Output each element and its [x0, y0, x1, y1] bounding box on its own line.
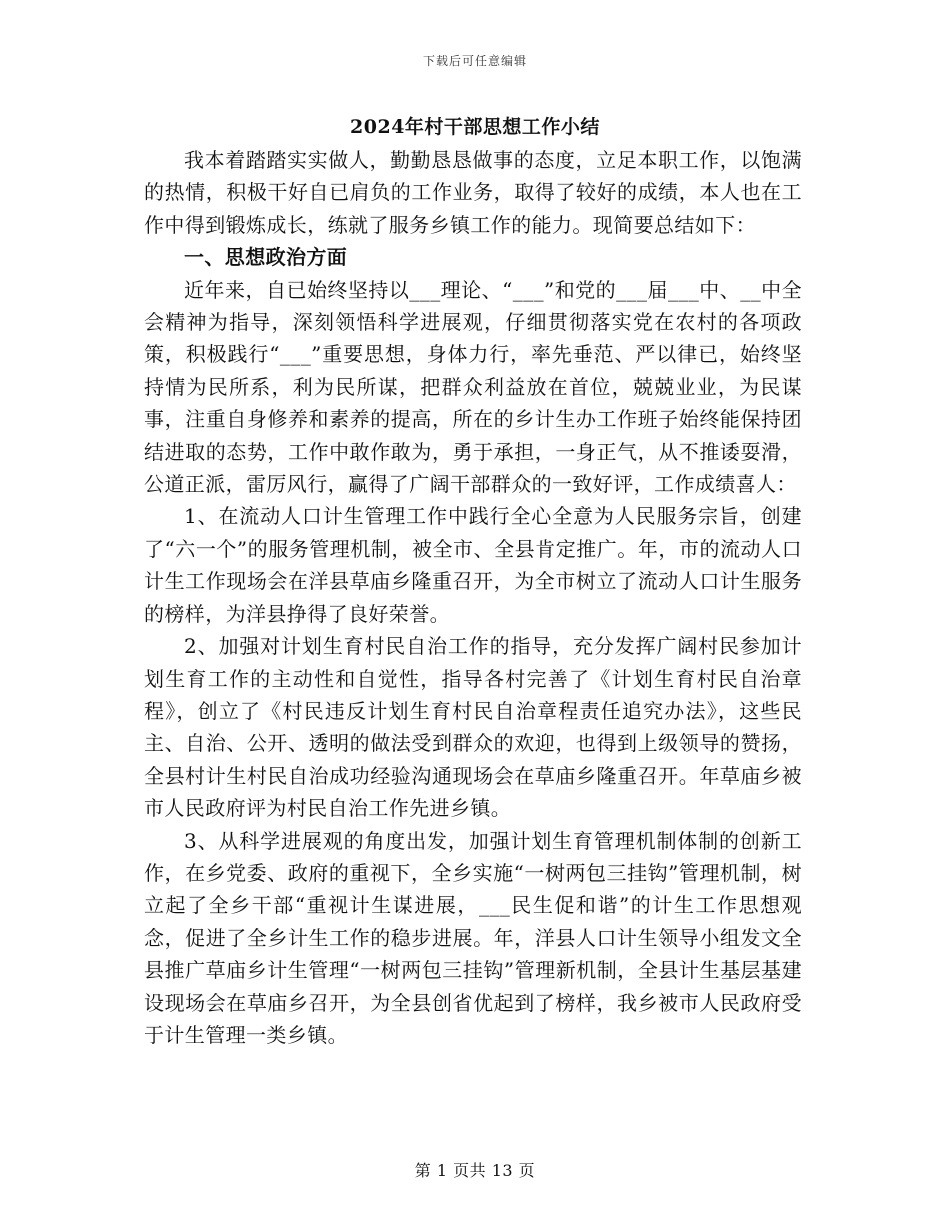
page-number: 第 1 页共 13 页	[414, 1161, 536, 1180]
list-item-1: 1、在流动人口计生管理工作中践行全心全意为人民服务宗旨，创建了“六一个”的服务管理机制，被全市、全县肯定推广。年，市的流动人口计生工作现场会在洋县草庙乡隆重召开，为全市树立了流动人口计生服务的榜样，为洋县挣得了良好荣誉。	[144, 504, 802, 626]
list-item-3: 3、从科学进展观的角度出发，加强计划生育管理机制体制的创新工作，在乡党委、政府的重视下，全乡实施“一树两包三挂钩”管理机制，树立起了全乡干部“重视计生谋进展，___民生促和谐”的计生工作思想观念，促进了全乡计生工作的稳步进展。年，洋县人口计生领导小组发文全县推广草庙乡计生管理“一树两包三挂钩”管理新机制，全县计生基层基建设现场会在草庙乡召开，为全县创省优起到了榜样，我乡被市人民政府受于计生管理一类乡镇。	[144, 828, 802, 1047]
list-item-2: 2、加强对计划生育村民自治工作的指导，充分发挥广阔村民参加计划生育工作的主动性和自觉性，指导各村完善了《计划生育村民自治章程》，创立了《村民违反计划生育村民自治章程责任追究办法》，这些民主、自治、公开、透明的做法受到群众的欢迎，也得到上级领导的赞扬，全县村计生村民自治成功经验沟通现场会在草庙乡隆重召开。年草庙乡被市人民政府评为村民自治工作先进乡镇。	[144, 634, 802, 821]
document-title: 2024年村干部思想工作小结	[350, 116, 600, 138]
section-heading: 一、思想政治方面	[184, 245, 348, 270]
section-paragraph: 近年来，自已始终坚持以___理论、“___”和党的___届___中、__中全会精神为指导，深刻领悟科学进展观，仔细贯彻落实党在农村的各项政策，积极践行“___”重要思想，身体力行，率先垂范、严以律已，始终坚持情为民所系，利为民所谋，把群众利益放在首位，兢兢业业，为民谋事，注重自身修养和素养的提高，所在的乡计生办工作班子始终能保持团结进取的态势，工作中敢作敢为，勇于承担，一身正气，从不推诿耍滑，公道正派，雷厉风行，赢得了广阔干部群众的一致好评，工作成绩喜人：	[144, 277, 802, 497]
document-body	[144, 144, 802, 1051]
header-note: 下载后可任意编辑	[422, 54, 527, 68]
intro-paragraph: 我本着踏踏实实做人，勤勤恳恳做事的态度，立足本职工作，以饱满的热情，积极干好自已肩负的工作业务，取得了较好的成绩，本人也在工作中得到锻炼成长，练就了服务乡镇工作的能力。现简要总结如下：	[144, 148, 802, 237]
